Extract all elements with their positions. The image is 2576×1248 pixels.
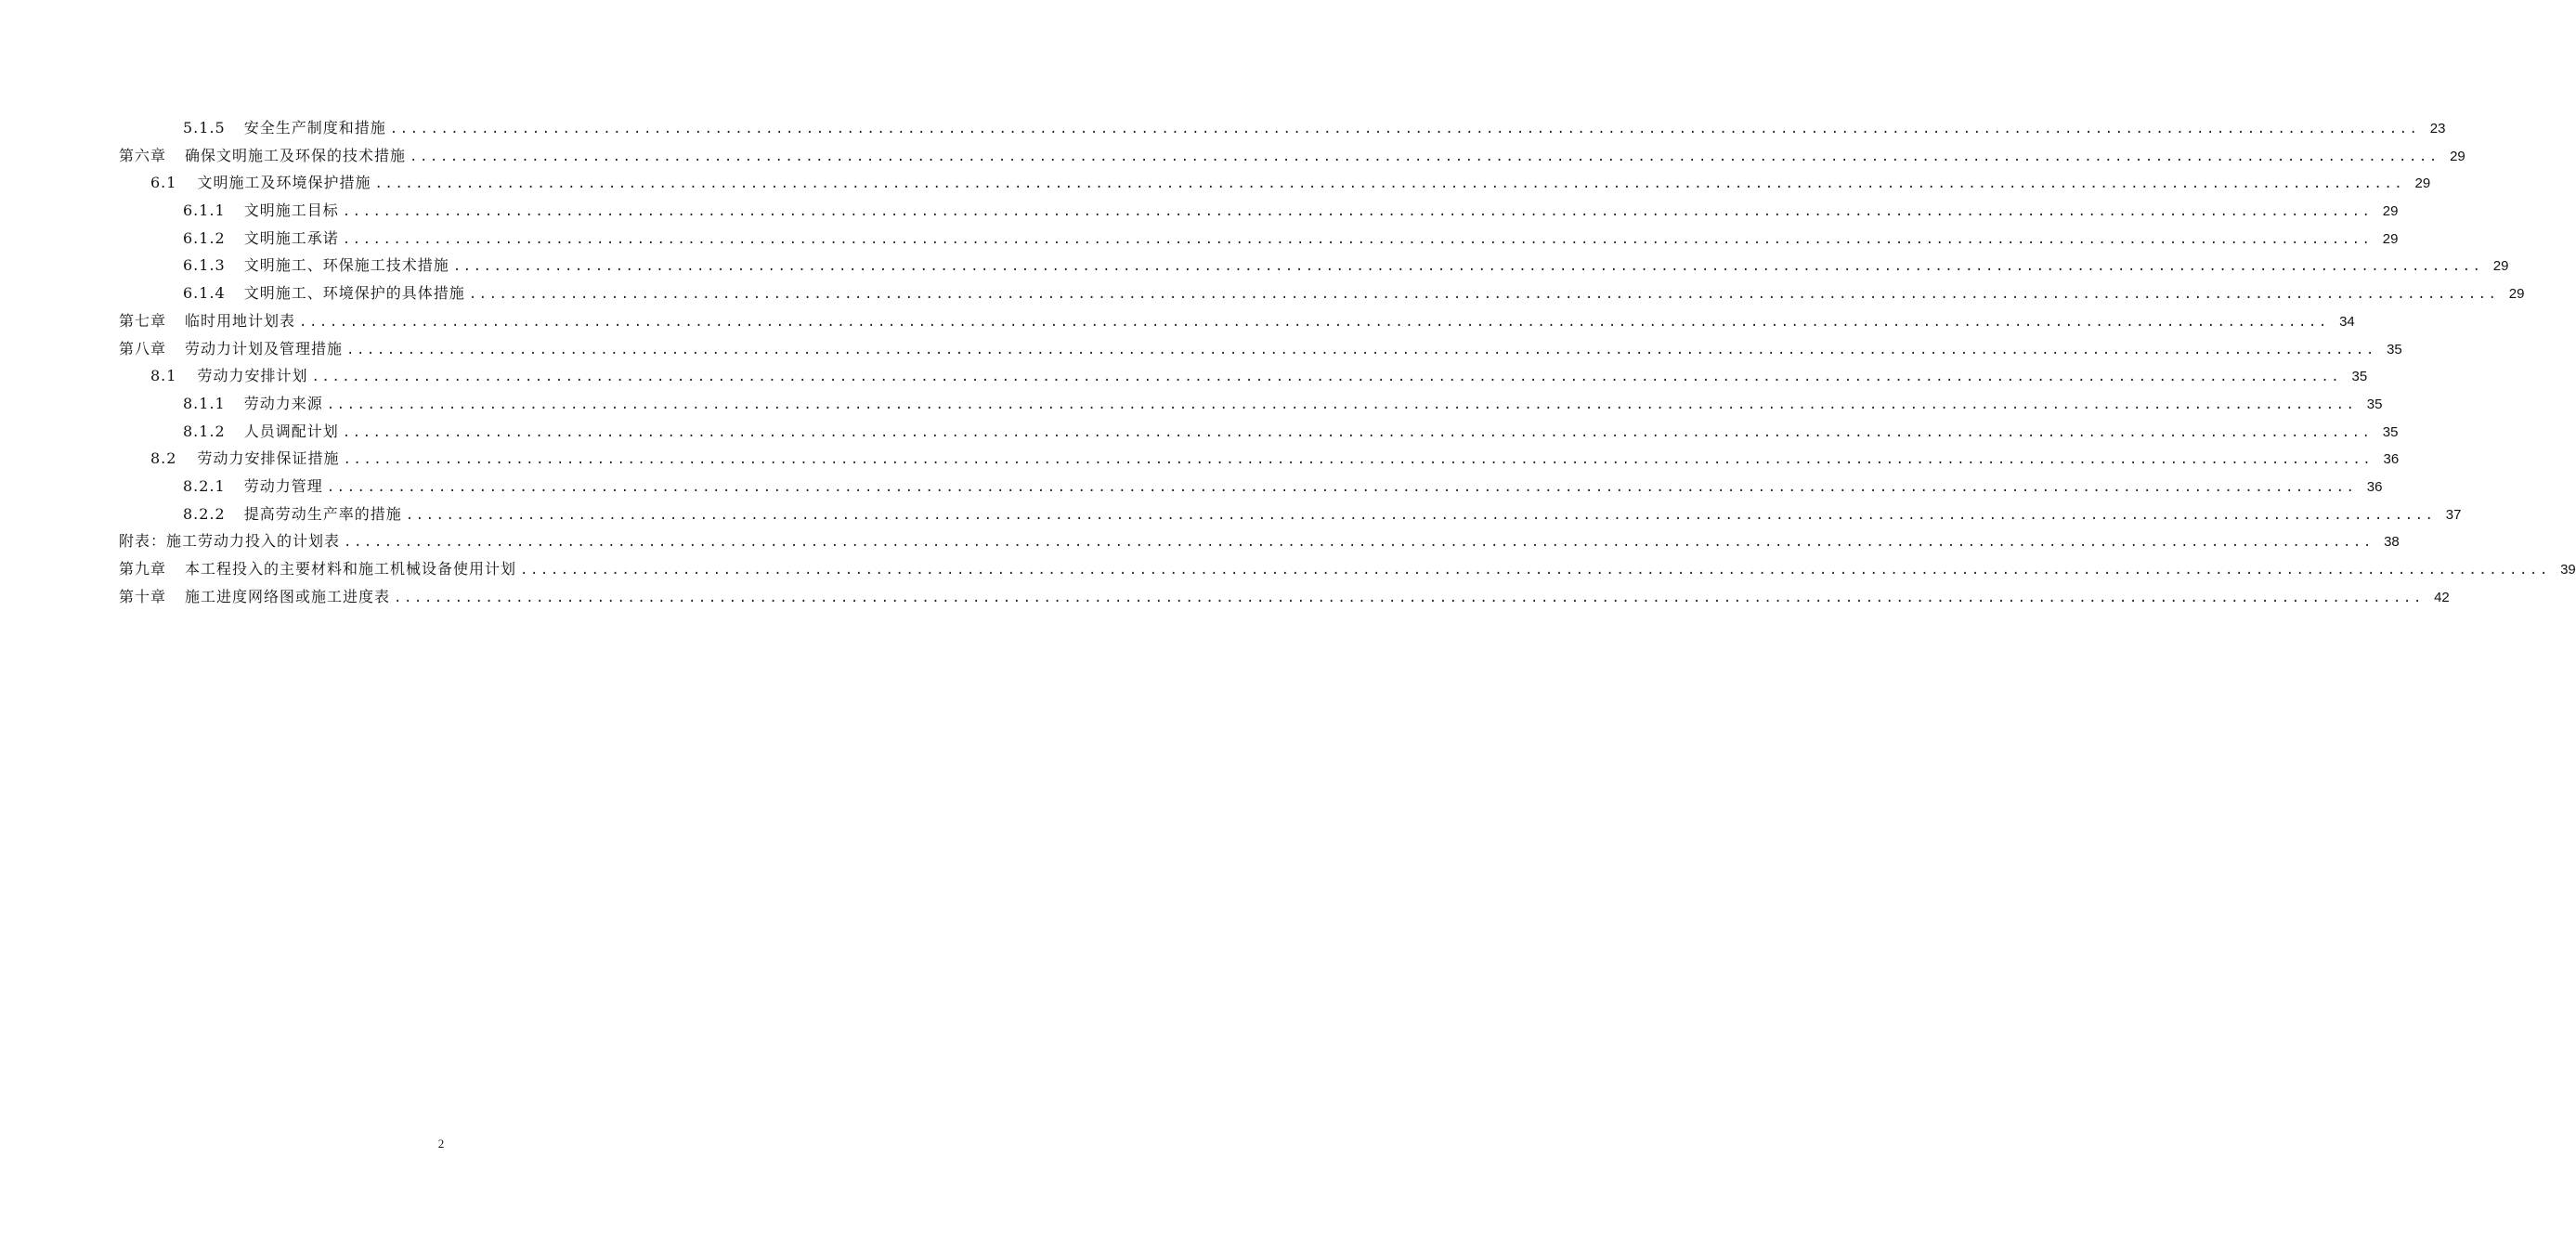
toc-row	[0, 142, 2465, 170]
toc-entry[interactable]	[119, 583, 2450, 613]
toc-entry-number: 第十章	[119, 587, 167, 605]
toc-entry[interactable]	[183, 280, 2525, 309]
toc-row	[0, 169, 2431, 197]
toc-row	[0, 114, 2446, 142]
toc-dot-leader: ........................................................................................................................................................................................................	[343, 452, 2374, 468]
toc-dot-leader: ........................................................................................................................................................................................................	[405, 507, 2436, 523]
toc-row	[0, 252, 2509, 280]
toc-dot-leader: ........................................................................................................................................................................................................	[342, 231, 2373, 247]
toc-row	[0, 335, 2402, 363]
toc-entry[interactable]	[119, 555, 2576, 585]
toc-dot-leader: ........................................................................................................................................................................................................	[394, 590, 2424, 605]
toc-dot-leader: ........................................................................................................................................................................................................	[299, 314, 2329, 330]
toc-entry-title: 施工进度网络图或施工进度表	[185, 587, 391, 605]
toc-dot-leader: ........................................................................................................................................................................................................	[410, 149, 2439, 164]
toc-entry-title: 施工劳动力投入的计划表	[166, 532, 341, 551]
toc-entry[interactable]	[183, 252, 2509, 281]
toc-entry[interactable]	[119, 307, 2355, 337]
toc-entry-title: 劳动力管理	[243, 476, 323, 495]
toc-dot-leader: ........................................................................................................................................................................................................	[326, 479, 2357, 495]
toc-entry[interactable]	[183, 225, 2399, 254]
toc-entry-page: 29	[2414, 176, 2431, 192]
toc-row	[0, 583, 2450, 611]
toc-entry-page: 29	[2382, 203, 2399, 220]
toc-dot-leader: ........................................................................................................................................................................................................	[326, 396, 2357, 412]
toc-entry-title: 劳动力安排计划	[197, 367, 308, 385]
toc-entry-number: 第七章	[119, 311, 167, 330]
toc-dot-leader: ........................................................................................................................................................................................................	[452, 259, 2483, 275]
toc-entry-title: 文明施工及环境保护措施	[197, 174, 371, 192]
toc-row	[0, 197, 2399, 225]
toc-entry[interactable]	[119, 335, 2402, 365]
toc-entry-page: 36	[2366, 478, 2383, 495]
toc-entry-title: 文明施工目标	[243, 202, 339, 220]
toc-entry-number: 6.1.1	[183, 202, 226, 220]
toc-dot-leader: ........................................................................................................................................................................................................	[468, 287, 2499, 303]
toc-entry[interactable]	[183, 114, 2446, 144]
toc-entry-page: 29	[2450, 148, 2465, 164]
toc-entry-number: 8.2	[150, 449, 177, 468]
toc-row	[0, 418, 2399, 446]
toc-entry-page: 35	[2387, 341, 2402, 358]
toc-entry[interactable]	[119, 527, 2400, 557]
toc-entry-page: 42	[2434, 589, 2450, 605]
toc-entry-title: 人员调配计划	[243, 422, 339, 440]
toc-dot-leader: ........................................................................................................................................................................................................	[342, 204, 2373, 220]
toc-row	[0, 390, 2383, 418]
toc-entry-number: 5.1.5	[183, 119, 226, 136]
toc-entry-page: 38	[2384, 534, 2400, 551]
toc-entry[interactable]	[183, 473, 2383, 502]
toc-entry-page: 29	[2508, 286, 2525, 303]
toc-entry[interactable]	[183, 500, 2462, 530]
toc-entry-number: 6.1	[150, 174, 177, 192]
toc-entry-number: 6.1.2	[183, 228, 226, 247]
toc-row	[0, 225, 2399, 253]
toc-entry[interactable]	[183, 197, 2399, 227]
toc-entry-number: 第八章	[119, 339, 167, 358]
toc-entry-number: 6.1.3	[183, 256, 226, 275]
toc-entry-title: 文明施工、环保施工技术措施	[243, 256, 449, 275]
toc-entry-title: 文明施工、环境保护的具体措施	[243, 284, 465, 303]
toc-row	[0, 307, 2355, 335]
toc-entry[interactable]	[150, 169, 2431, 199]
toc-entry[interactable]	[150, 362, 2368, 392]
toc-row	[0, 527, 2400, 555]
toc-entry-title: 劳动力计划及管理措施	[185, 339, 344, 358]
toc-entry-title: 提高劳动生产率的措施	[243, 504, 402, 523]
toc-entry-number: 6.1.4	[183, 284, 226, 303]
toc-entry[interactable]	[183, 390, 2383, 420]
toc-entry-number: 第六章	[119, 146, 167, 164]
toc-entry-page: 23	[2429, 121, 2446, 136]
toc-entry-number: 8.1.1	[183, 394, 226, 412]
toc-dot-leader: ........................................................................................................................................................................................................	[311, 370, 2342, 385]
toc-entry-title: 劳动力来源	[243, 394, 323, 412]
toc-entry-page: 34	[2339, 313, 2355, 330]
toc-dot-leader: ........................................................................................................................................................................................................	[520, 563, 2550, 578]
toc-entry-number: 附表：	[119, 532, 167, 551]
toc-entry-page: 35	[2351, 369, 2368, 385]
toc-dot-leader: ........................................................................................................................................................................................................	[342, 424, 2373, 440]
toc-entry-number: 8.1.2	[183, 422, 226, 440]
page-number: 2	[437, 1137, 445, 1150]
toc-entry-page: 29	[2382, 230, 2399, 247]
toc-entry-page: 35	[2366, 396, 2383, 412]
toc-row	[0, 473, 2383, 500]
toc-entry-page: 29	[2492, 258, 2509, 275]
toc-row	[0, 362, 2368, 390]
toc-entry-title: 劳动力安排保证措施	[197, 449, 340, 468]
toc-entry-title: 文明施工承诺	[243, 228, 339, 247]
toc-row	[0, 445, 2400, 473]
toc-entry-number: 8.2.1	[183, 476, 226, 495]
toc-entry-number: 8.1	[150, 367, 177, 385]
toc-dot-leader: ........................................................................................................................................................................................................	[374, 176, 2405, 192]
toc-row	[0, 280, 2525, 307]
toc-entry[interactable]	[183, 418, 2399, 448]
toc-dot-leader: ........................................................................................................................................................................................................	[389, 122, 2420, 136]
toc-entry[interactable]	[150, 445, 2400, 474]
toc-entry-title: 安全生产制度和措施	[243, 119, 386, 136]
toc-entry-title: 确保文明施工及环保的技术措施	[185, 146, 407, 164]
table-of-contents	[0, 114, 2576, 610]
toc-entry-title: 本工程投入的主要材料和施工机械设备使用计划	[185, 560, 517, 578]
toc-entry-number: 8.2.2	[183, 504, 226, 523]
toc-dot-leader: ........................................................................................................................................................................................................	[344, 535, 2374, 551]
toc-row	[0, 555, 2576, 583]
toc-entry-page: 39	[2560, 562, 2576, 578]
toc-entry[interactable]	[119, 142, 2465, 172]
toc-entry-page: 36	[2383, 451, 2400, 468]
toc-entry-page: 35	[2382, 423, 2399, 440]
toc-row	[0, 500, 2462, 528]
toc-dot-leader: ........................................................................................................................................................................................................	[346, 342, 2376, 358]
toc-entry-page: 37	[2445, 506, 2462, 523]
toc-entry-title: 临时用地计划表	[185, 311, 296, 330]
toc-entry-number: 第九章	[119, 560, 167, 578]
